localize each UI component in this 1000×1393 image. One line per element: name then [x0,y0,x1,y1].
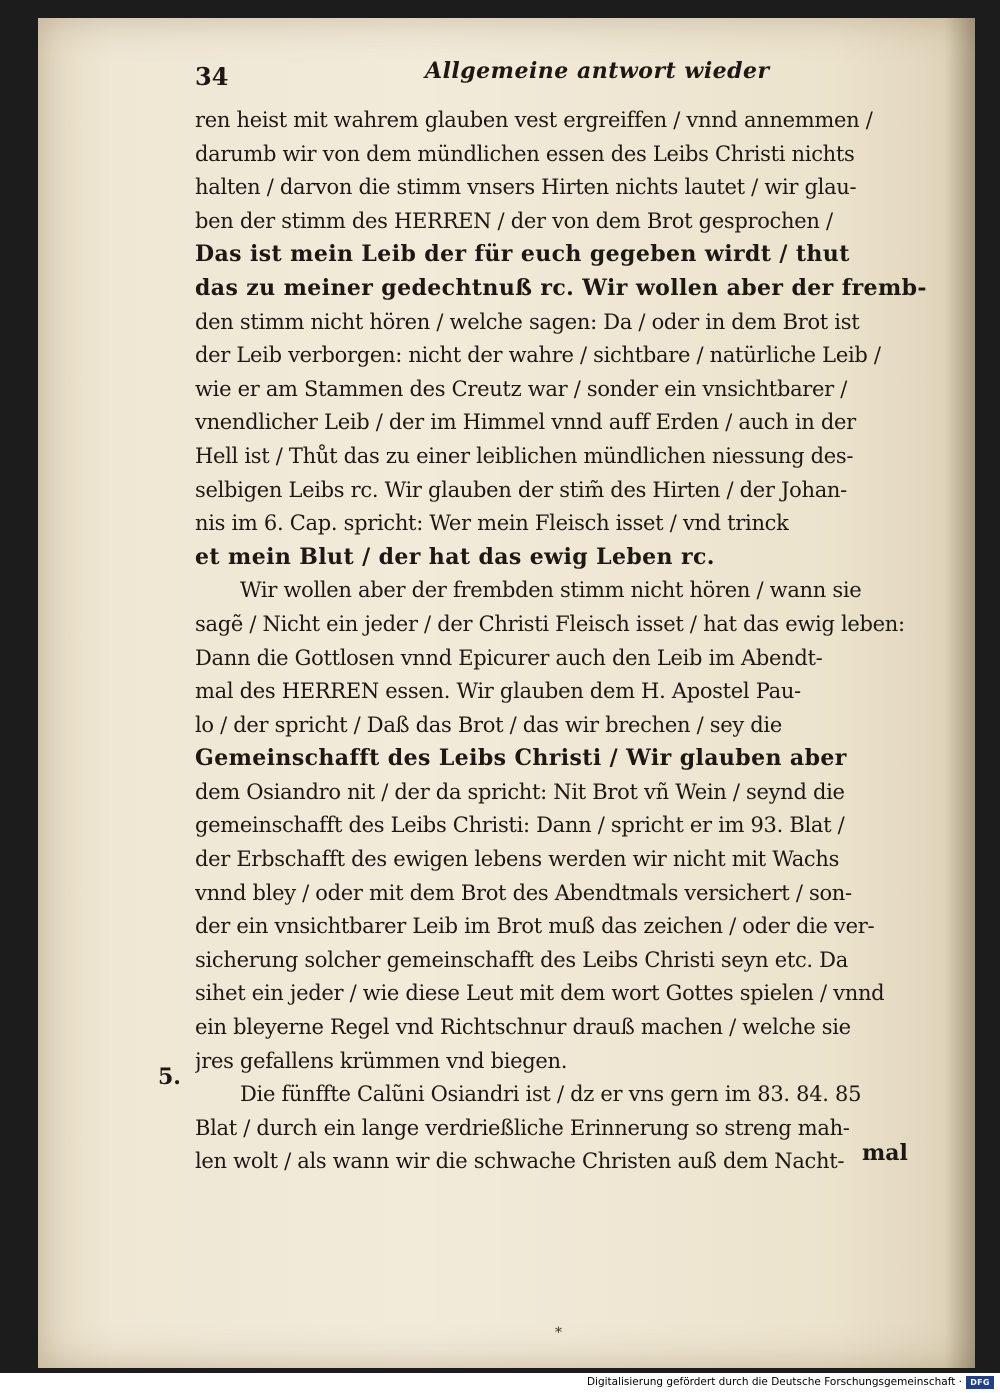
text-line: Hell ist / Thůt das zu einer leiblichen mündlichen niessung des- [195,443,854,468]
text-line: der Erbschafft des ewigen lebens werden wir nicht mit Wachs [195,847,840,872]
signature-mark: * [555,1325,562,1341]
text-line: Dann die Gottlosen vnnd Epicurer auch den Leib im Abendt- [195,645,823,670]
text-line: der Leib verborgen: nicht der wahre / sichtbare / natürliche Leib / [195,343,881,368]
text-line: dem Osiandro nit / der da spricht: Nit Brot vñ Wein / seynd die [195,779,845,804]
running-header [195,58,915,98]
text-line: sagẽ / Nicht ein jeder / der Christi Fleisch isset / hat das ewig leben: [195,611,905,636]
text-line: lo / der spricht / Daß das Brot / das wir brechen / sey die [195,712,782,737]
header-title: Allgemeine antwort wieder [425,58,770,84]
text-line: ben der stimm des HERREN / der von dem Brot gesprochen / [195,208,833,233]
text-line: Wir wollen aber der frembden stimm nicht hören / wann sie [240,578,862,603]
catchword: mal [862,1140,908,1166]
dfg-logo: DFG [966,1376,994,1389]
text-line: Blat / durch ein lange verdrießliche Erinnerung so streng mah- [195,1115,850,1140]
text-line: darumb wir von dem mündlichen essen des Leibs Christi nichts [195,141,855,166]
text-line: ein bleyerne Regel vnd Richtschnur drauß machen / welche sie [195,1015,851,1040]
text-line: len wolt / als wann wir die schwache Christen auß dem Nacht- [195,1149,845,1174]
text-line: nis im 6. Cap. spricht: Wer mein Fleisch isset / vnd trinck [195,511,789,536]
text-line: halten / darvon die stimm vnsers Hirten nichts lautet / wir glau- [195,175,857,200]
text-line: sihet ein jeder / wie diese Leut mit dem wort Gottes spielen / vnnd [195,981,885,1006]
digitization-credit: Digitalisierung gefördert durch die Deutsche Forschungsgemeinschaft · [586,1376,962,1388]
text-line: der ein vnsichtbarer Leib im Brot muß das zeichen / oder die ver- [195,914,875,939]
footer-bar [0,1373,1000,1393]
text-line: mal des HERREN essen. Wir glauben dem H. Apostel Pau- [195,679,801,704]
text-line: vnendlicher Leib / der im Himmel vnnd auff Erden / auch in der [195,410,856,435]
text-line: vnnd bley / oder mit dem Brot des Abendtmals versichert / son- [195,880,852,905]
text-line: sicherung solcher gemeinschafft des Leibs Christi seyn etc. Da [195,947,848,972]
page-number: 34 [195,62,229,91]
page-gutter-shadow [945,18,975,1368]
text-line: ren heist mit wahrem glauben vest ergreiffen / vnnd annemmen / [195,108,873,132]
text-line: et mein Blut / der hat das ewig Leben rc. [195,543,715,570]
text-line: selbigen Leibs rc. Wir glauben der stim̃ des Hirten / der Johan- [195,477,847,502]
text-line: Das ist mein Leib der für euch gegeben wirdt / thut [195,241,850,268]
body-text [195,104,935,1179]
text-line: Gemeinschafft des Leibs Christi / Wir glauben aber [195,745,847,772]
margin-section-number: 5. [158,1064,181,1090]
text-line: jres gefallens krümmen vnd biegen. [195,1048,568,1073]
text-line: wie er am Stammen des Creutz war / sonder ein vnsichtbarer / [195,376,848,401]
text-line: das zu meiner gedechtnuß rc. Wir wollen aber der fremb- [195,274,927,301]
text-line: Die fünffte Calũni Osiandri ist / dz er vns gern im 83. 84. 85 [240,1082,862,1107]
text-line: gemeinschafft des Leibs Christi: Dann / spricht er im 93. Blat / [195,813,845,838]
text-line: den stimm nicht hören / welche sagen: Da / oder in dem Brot ist [195,309,860,334]
